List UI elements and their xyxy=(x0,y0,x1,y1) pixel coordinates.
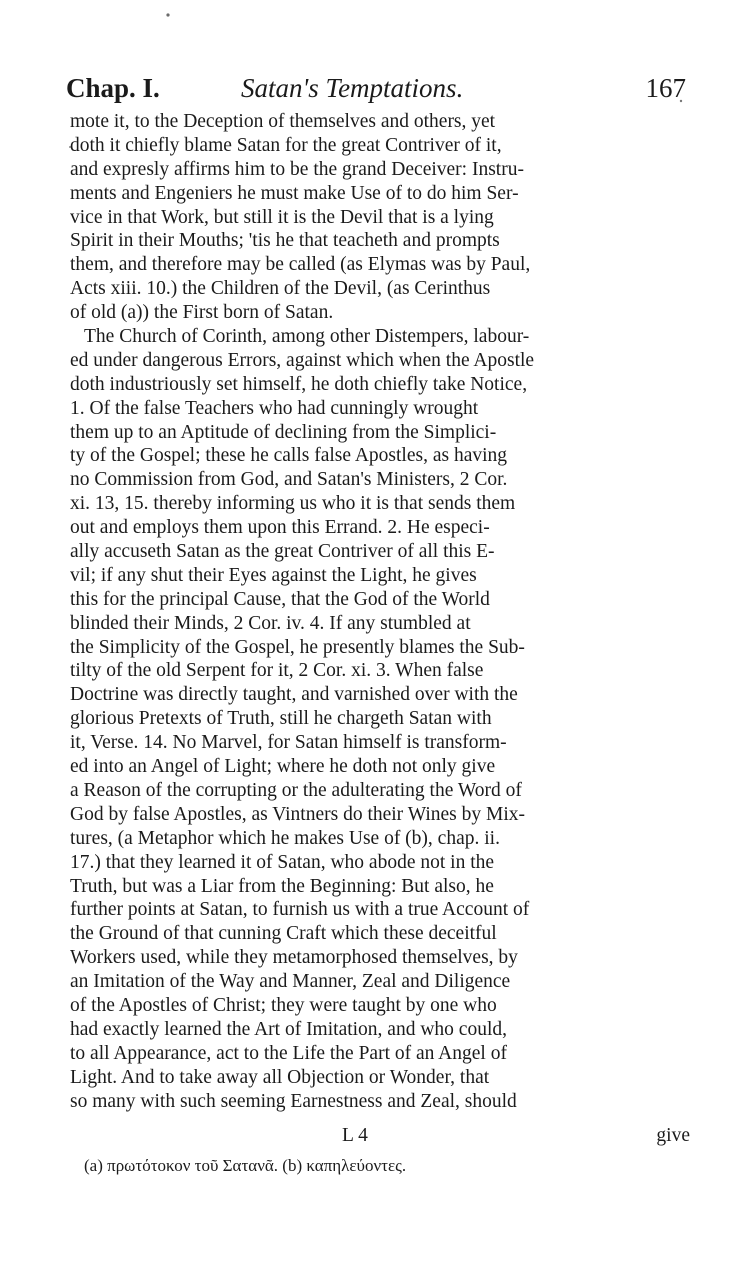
text-line: so many with such seeming Earnestness and Zeal, should xyxy=(70,1090,517,1112)
text-line: 17.) that they learned it of Satan, who abode not in the xyxy=(70,851,495,873)
body-text xyxy=(70,110,690,1113)
text-line: and expresly affirms him to be the grand Deceiver: Instru- xyxy=(70,158,524,180)
text-line: doth it chiefly blame Satan for the great Contriver of it, xyxy=(70,134,502,156)
text-line: The Church of Corinth, among other Distempers, labour- xyxy=(84,326,530,348)
text-line: Doctrine was directly taught, and varnished over with the xyxy=(70,684,518,706)
text-line: the Ground of that cunning Craft which these deceitful xyxy=(70,923,497,945)
running-head xyxy=(66,68,686,108)
text-line: Spirit in their Mouths; 'tis he that teacheth and prompts xyxy=(70,230,500,252)
catchword: give xyxy=(656,1125,690,1146)
text-line: of old (a)) the First born of Satan. xyxy=(70,302,334,324)
text-line: ments and Engeniers he must make Use of to do him Ser- xyxy=(70,182,519,204)
text-line: Truth, but was a Liar from the Beginning: But also, he xyxy=(70,875,494,897)
signature-mark: L 4 xyxy=(342,1125,368,1146)
page-number: 167 xyxy=(645,73,686,103)
text-line: ed under dangerous Errors, against which when the Apostle xyxy=(70,349,535,371)
text-line: tilty of the old Serpent for it, 2 Cor. xi. 3. When false xyxy=(70,660,484,682)
text-line: out and employs them upon this Errand. 2. He especi- xyxy=(70,517,490,539)
text-line: vil; if any shut their Eyes against the Light, he gives xyxy=(70,564,477,586)
footnote: (a) πρωτότοκον τοῦ Σατανᾶ. (b) καπηλεύοντες. xyxy=(84,1156,407,1175)
running-title: Satan's Temptations. xyxy=(241,73,464,103)
text-line: an Imitation of the Way and Manner, Zeal and Diligence xyxy=(70,971,511,993)
text-line: to all Appearance, act to the Life the Part of an Angel of xyxy=(70,1042,507,1064)
text-line: ed into an Angel of Light; where he doth not only give xyxy=(70,756,496,778)
text-line: Acts xiii. 10.) the Children of the Devil, (as Cerinthus xyxy=(70,278,491,300)
text-line: blinded their Minds, 2 Cor. iv. 4. If any stumbled at xyxy=(70,612,471,634)
text-line: had exactly learned the Art of Imitation, and who could, xyxy=(70,1018,507,1040)
chapter-heading: Chap. I. xyxy=(66,73,160,103)
text-line: ally accuseth Satan as the great Contriver of all this E- xyxy=(70,541,495,563)
text-line: God by false Apostles, as Vintners do their Wines by Mix- xyxy=(70,803,525,825)
text-line: this for the principal Cause, that the God of the World xyxy=(70,588,490,610)
page-footer xyxy=(70,1124,690,1148)
text-line: them up to an Aptitude of declining from the Simplici- xyxy=(70,421,497,443)
text-line: glorious Pretexts of Truth, still he chargeth Satan with xyxy=(70,708,492,730)
text-line: Workers used, while they metamorphosed themselves, by xyxy=(70,947,518,969)
text-line: the Simplicity of the Gospel, he presently blames the Sub- xyxy=(70,636,525,658)
text-line: 1. Of the false Teachers who had cunningly wrought xyxy=(70,397,479,419)
text-line: vice in that Work, but still it is the Devil that is a lying xyxy=(70,206,494,228)
text-line: tures, (a Metaphor which he makes Use of (b), chap. ii. xyxy=(70,827,500,849)
text-line: no Commission from God, and Satan's Ministers, 2 Cor. xyxy=(70,469,508,491)
text-line: it, Verse. 14. No Marvel, for Satan himself is transform- xyxy=(70,732,507,754)
text-line: further points at Satan, to furnish us with a true Account of xyxy=(70,899,530,921)
text-line: Light. And to take away all Objection or Wonder, that xyxy=(70,1066,490,1088)
text-line: of the Apostles of Christ; they were taught by one who xyxy=(70,994,497,1016)
text-line: doth industriously set himself, he doth chiefly take Notice, xyxy=(70,373,528,395)
text-line: them, and therefore may be called (as Elymas was by Paul, xyxy=(70,254,531,276)
text-line: a Reason of the corrupting or the adulterating the Word of xyxy=(70,779,522,801)
text-line: xi. 13, 15. thereby informing us who it is that sends them xyxy=(70,493,516,515)
text-line: ty of the Gospel; these he calls false Apostles, as having xyxy=(70,445,508,467)
text-line: mote it, to the Deception of themselves and others, yet xyxy=(70,111,496,132)
